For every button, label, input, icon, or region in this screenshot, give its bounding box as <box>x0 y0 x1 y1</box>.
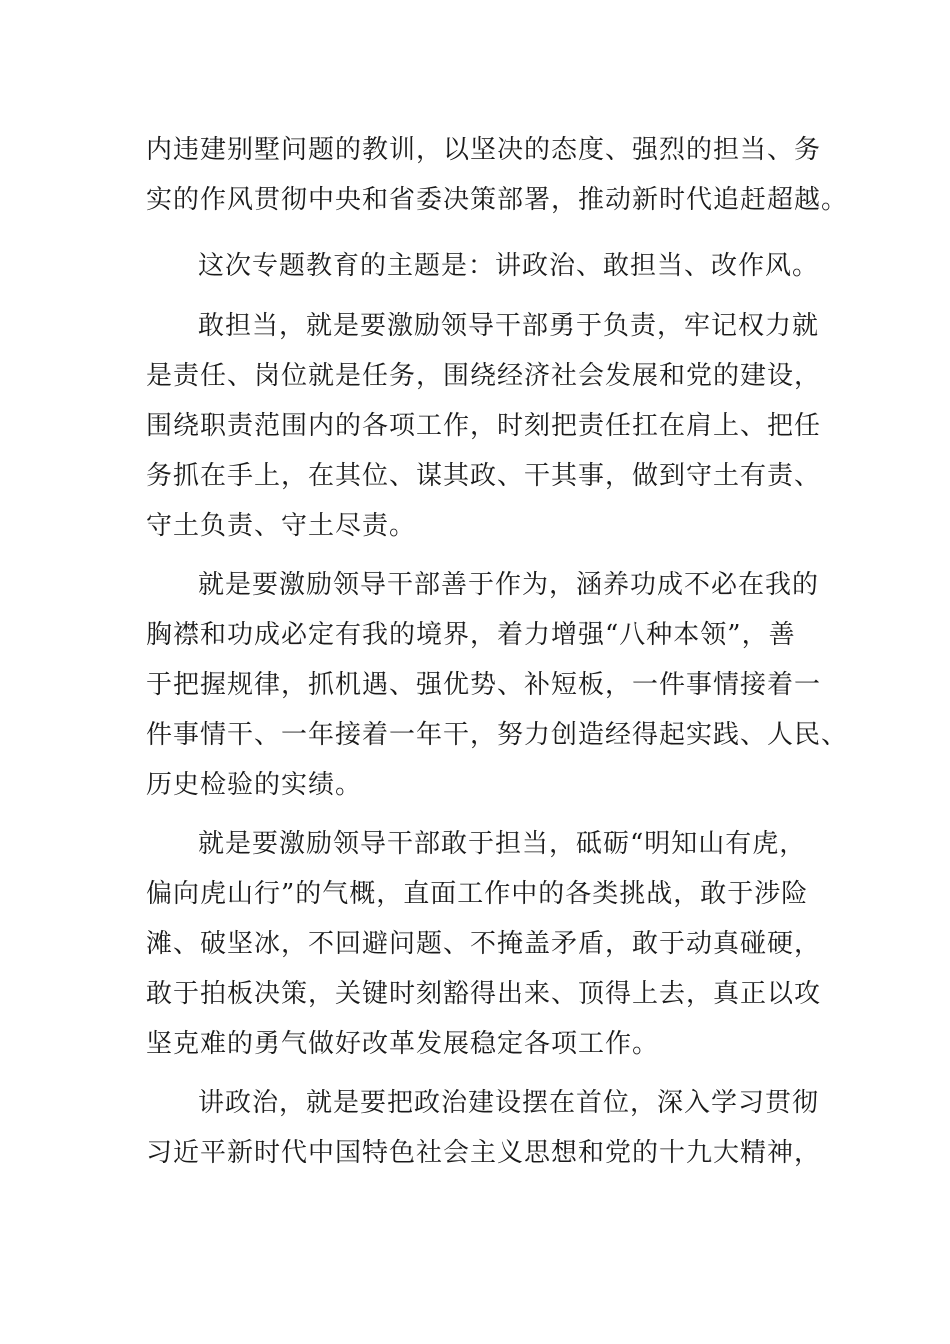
paragraph-line: 实的作风贯彻中央和省委决策部署，推动新时代追赶超越。 <box>146 185 849 215</box>
paragraph-line: 胸襟和功成必定有我的境界，着力增强“八种本领”，善 <box>146 620 796 650</box>
paragraph-line: 务抓在手上，在其位、谋其政、干其事，做到守土有责、 <box>146 461 822 491</box>
paragraph-line: 习近平新时代中国特色社会主义思想和党的十九大精神， <box>146 1138 822 1168</box>
paragraph-line: 敢担当，就是要激励领导干部勇于负责，牢记权力就 <box>198 311 820 341</box>
paragraph-line: 这次专题教育的主题是：讲政治、敢担当、改作风。 <box>198 251 820 281</box>
paragraph-line: 历史检验的实绩。 <box>146 770 363 800</box>
paragraph-line: 于把握规律，抓机遇、强优势、补短板，一件事情接着一 <box>146 670 822 700</box>
paragraph-line: 就是要激励领导干部敢于担当，砥砺“明知山有虎， <box>198 829 807 859</box>
paragraph-line: 是责任、岗位就是任务，围绕经济社会发展和党的建设， <box>146 361 822 391</box>
paragraph-line: 讲政治，就是要把政治建设摆在首位，深入学习贯彻 <box>198 1088 820 1118</box>
paragraph-line: 偏向虎山行”的气概，直面工作中的各类挑战，敢于涉险 <box>146 879 809 909</box>
paragraph-line: 就是要激励领导干部善于作为，涵养功成不必在我的 <box>198 570 820 600</box>
paragraph-6 <box>146 1078 822 1178</box>
paragraph-line: 坚克难的勇气做好改革发展稳定各项工作。 <box>146 1029 660 1059</box>
paragraph-5 <box>146 819 822 1069</box>
paragraph-line: 件事情干、一年接着一年干，努力创造经得起实践、人民、 <box>146 720 849 750</box>
paragraph-line: 内违建别墅问题的教训，以坚决的态度、强烈的担当、务 <box>146 135 822 165</box>
paragraph-line: 围绕职责范围内的各项工作，时刻把责任扛在肩上、把任 <box>146 411 822 441</box>
paragraph-1 <box>146 125 849 225</box>
paragraph-2 <box>146 241 820 291</box>
paragraph-3 <box>146 301 822 551</box>
paragraph-line: 敢于拍板决策，关键时刻豁得出来、顶得上去，真正以攻 <box>146 979 822 1009</box>
paragraph-line: 滩、破坚冰，不回避问题、不掩盖矛盾，敢于动真碰硬， <box>146 929 822 959</box>
paragraph-line: 守土负责、守土尽责。 <box>146 511 417 541</box>
paragraph-4 <box>146 560 849 810</box>
